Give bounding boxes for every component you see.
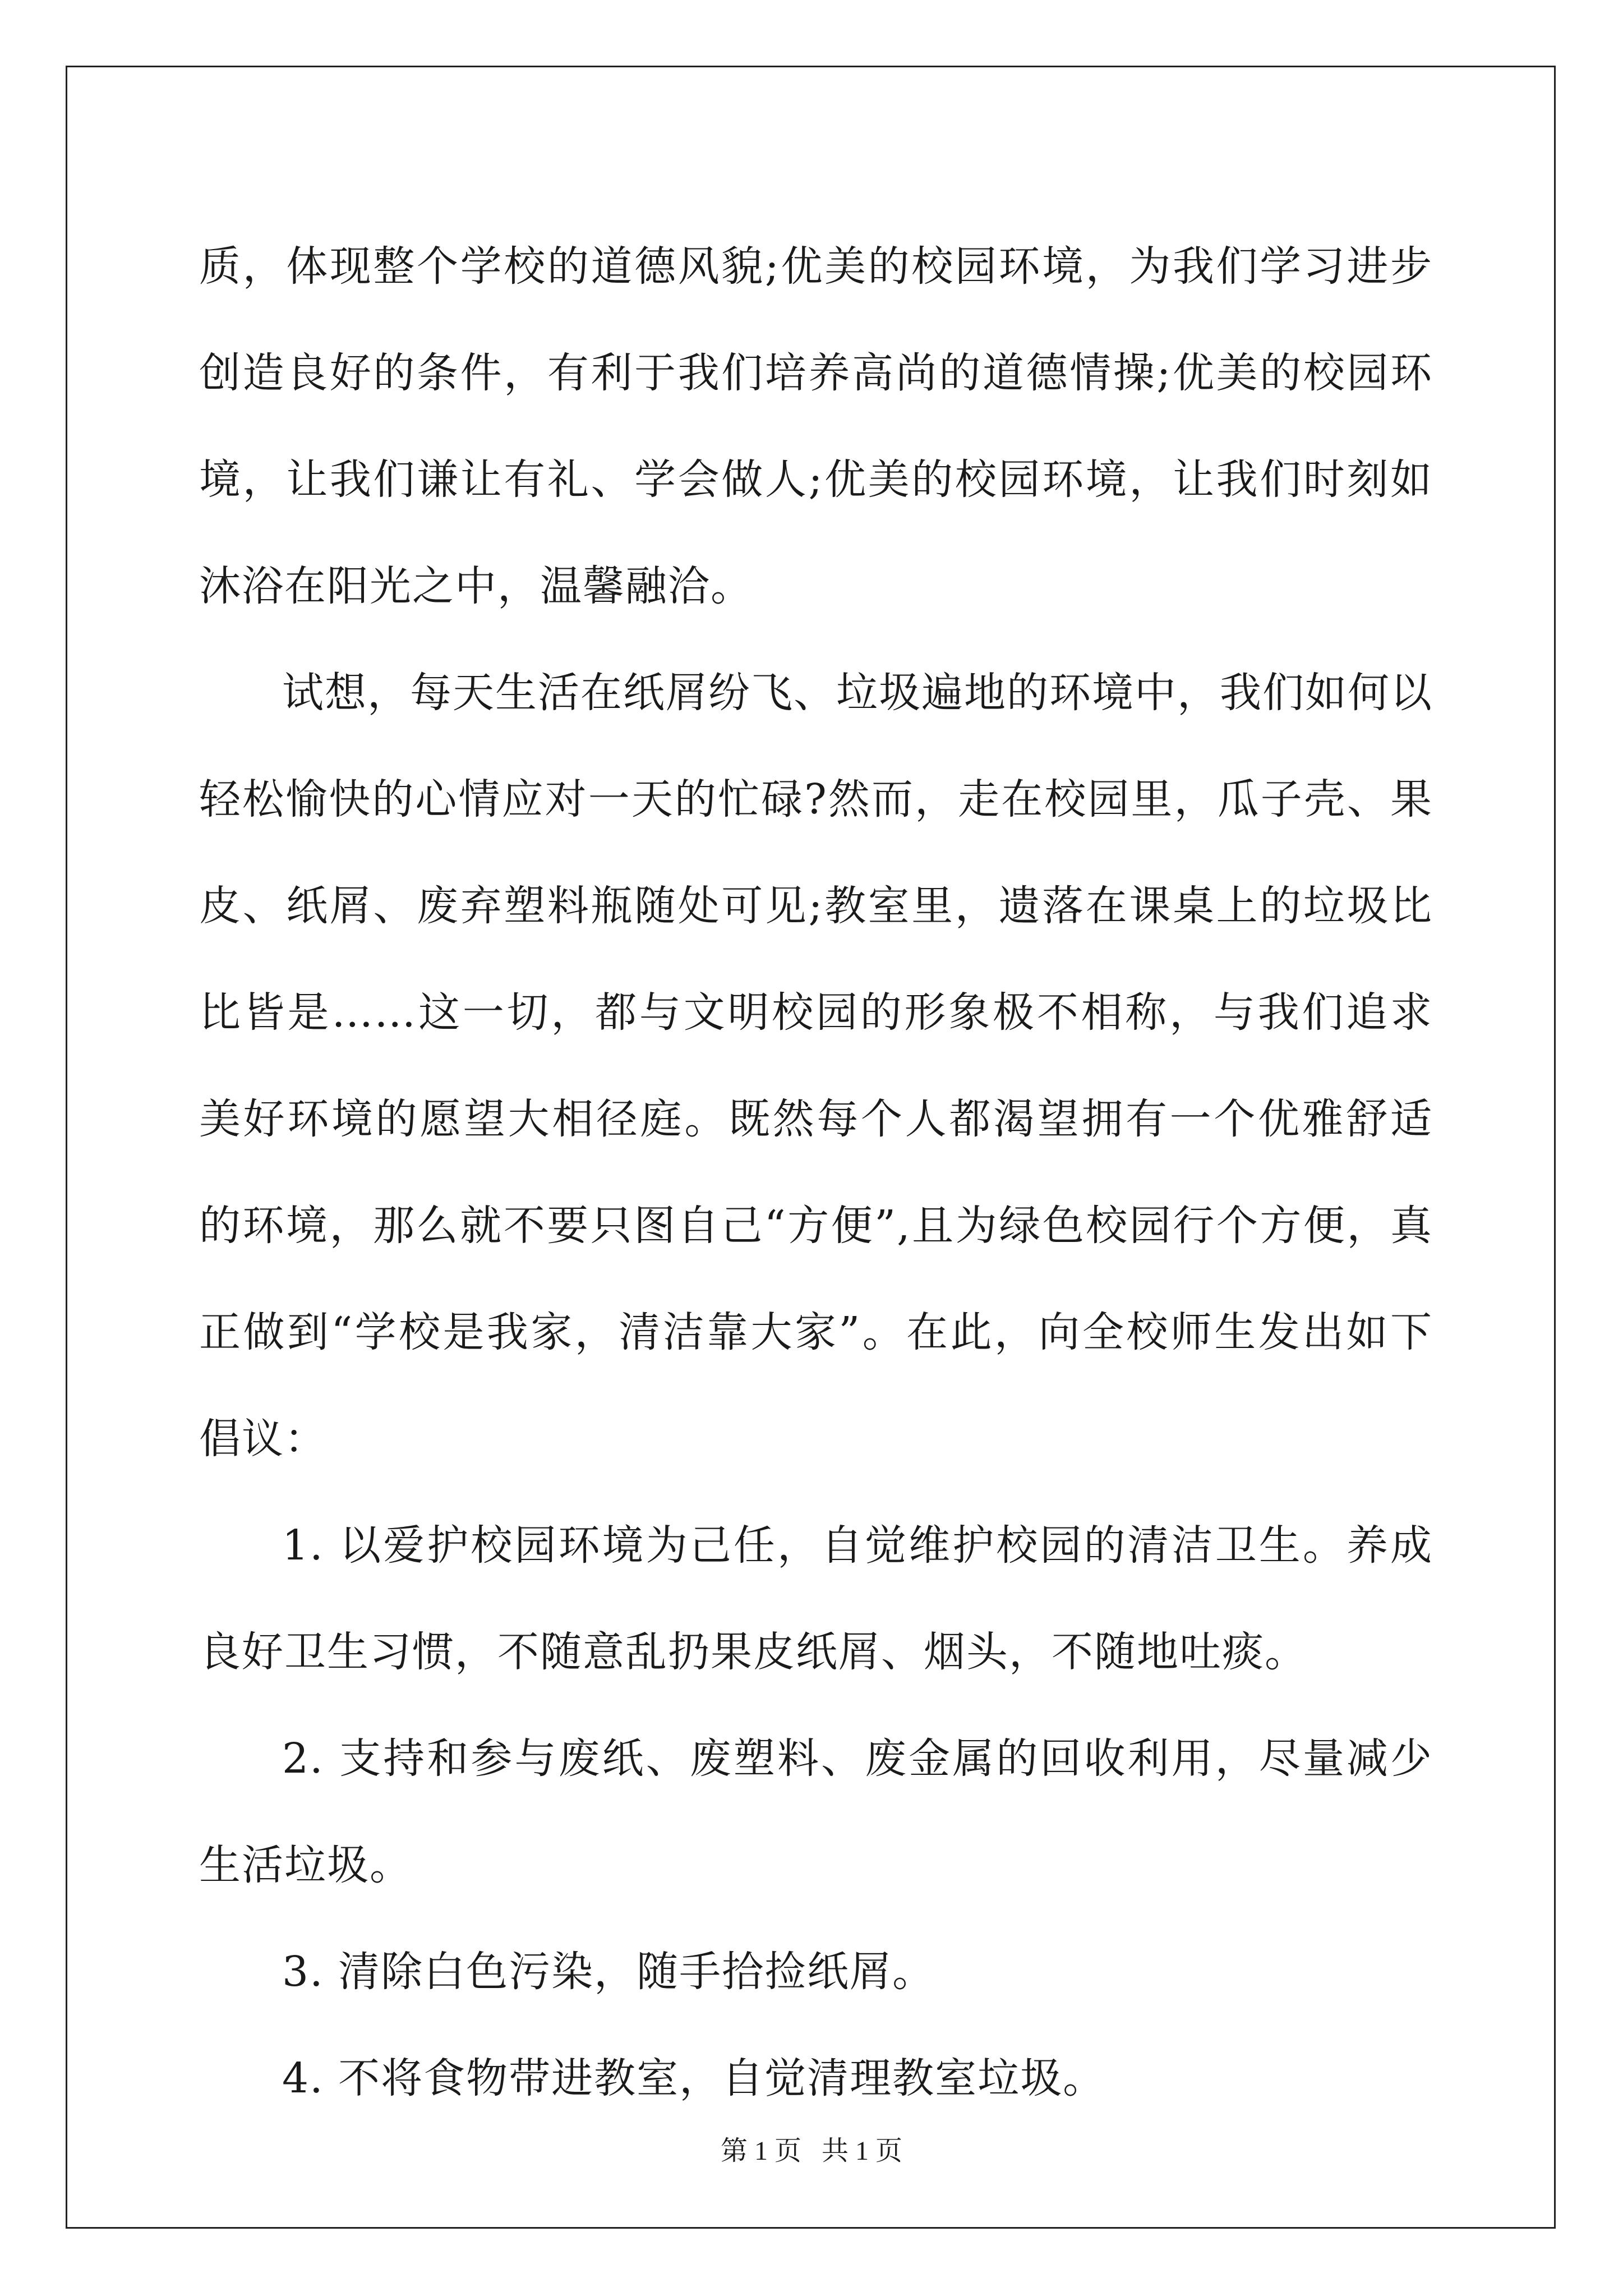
page-footer [0,2129,1623,2168]
page-number-label: 第 1 页 共 1 页 [720,2136,902,2166]
paragraph-1: 质，体现整个学校的道德风貌;优美的校园环境，为我们学习进步创造良好的条件，有利于我们培养高尚的道德情操;优美的校园环境，让我们谦让有礼、学会做人;优美的校园环境，让我们时刻如沐浴在阳光之中，温馨融洽。 [199,242,1433,610]
document-body [199,213,1433,2132]
paragraph-item-3: 3. 清除白色污染，随手拾捡纸屑。 [282,1948,935,1996]
paragraph-2: 试想，每天生活在纸屑纷飞、垃圾遍地的环境中，我们如何以轻松愉快的心情应对一天的忙碌?然而，走在校园里，瓜子壳、果皮、纸屑、废弃塑料瓶随处可见;教室里，遗落在课桌上的垃圾比比皆是……这一切，都与文明校园的形象极不相称，与我们追求美好环境的愿望大相径庭。既然每个人都渴望拥有一个优雅舒适的环境，那么就不要只图自己“方便”,且为绿色校园行个方便，真正做到“学校是我家，清洁靠大家”。在此，向全校师生发出如下倡议： [199,669,1433,1463]
paragraph-item-2: 2. 支持和参与废纸、废塑料、废金属的回收利用，尽量减少生活垃圾。 [199,1734,1433,1889]
paragraph-item-1: 1. 以爱护校园环境为己任，自觉维护校园的清洁卫生。养成良好卫生习惯，不随意乱扔果皮纸屑、烟头，不随地吐痰。 [199,1521,1433,1676]
paragraph-item-4: 4. 不将食物带进教室，自觉清理教室垃圾。 [282,2054,1106,2102]
